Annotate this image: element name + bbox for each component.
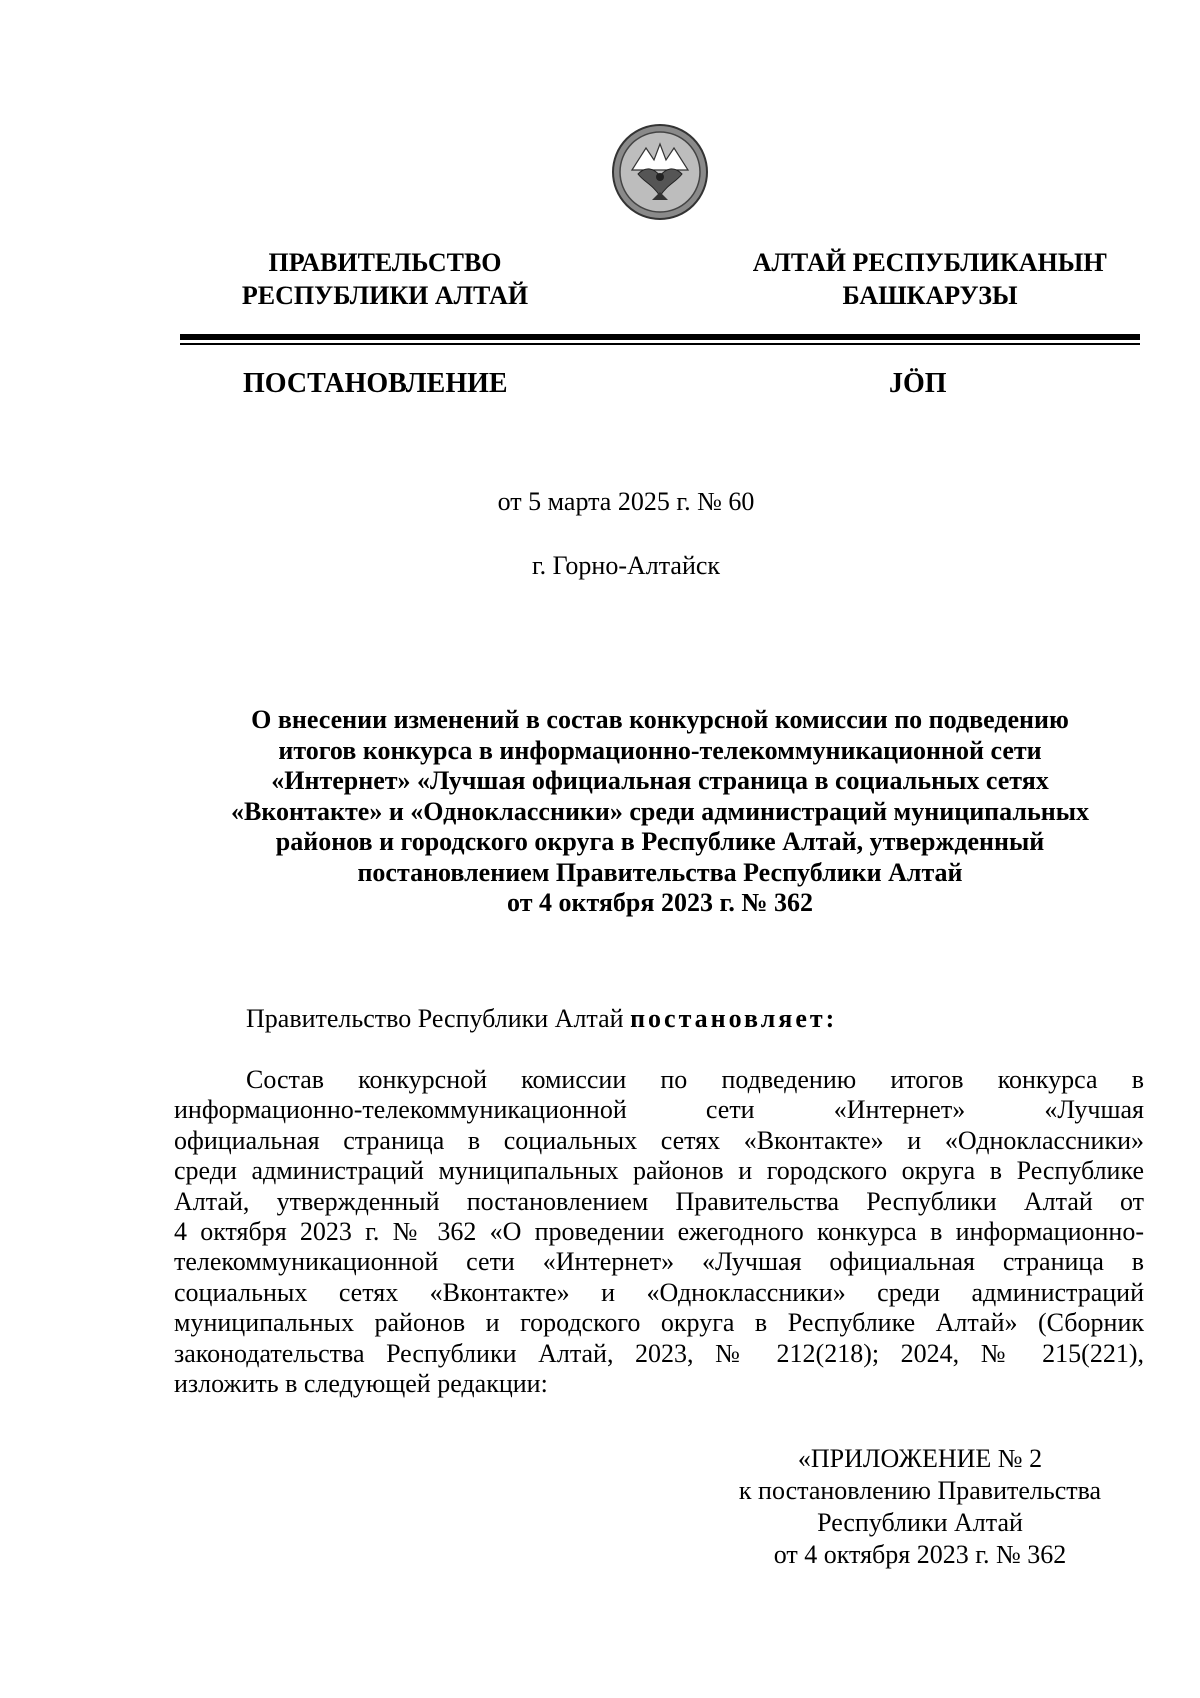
header-divider-thin: [180, 343, 1140, 345]
title-line: постановлением Правительства Республики Алтай: [357, 857, 963, 887]
appendix-header: [700, 1443, 1140, 1571]
body-line: среди администраций муниципальных районов и городского округа в Республике: [174, 1156, 1144, 1186]
appendix-line: Республики Алтай: [817, 1508, 1023, 1537]
appendix-line: «ПРИЛОЖЕНИЕ № 2: [797, 1444, 1043, 1473]
header-left-line1: ПРАВИТЕЛЬСТВО: [268, 248, 502, 277]
title-line: «Интернет» «Лучшая официальная страница в социальных сетях: [271, 766, 1049, 795]
body-line: законодательства Республики Алтай, 2023, № 212(218); 2024, № 215(221),: [174, 1338, 1144, 1368]
title-line: от 4 октября 2023 г. № 362: [507, 888, 813, 917]
header-left: [220, 246, 550, 312]
header-right-line1: АЛТАЙ РЕСПУБЛИКАНЫҤ: [752, 248, 1108, 277]
body-line: официальная страница в социальных сетях «Вконтакте» и «Одноклассники»: [174, 1125, 1144, 1155]
body-line: социальных сетях «Вконтакте» и «Одноклассники» среди администраций: [174, 1277, 1144, 1307]
body-line: муниципальных районов и городского округа в Республике Алтай» (Сборник: [174, 1308, 1144, 1338]
header-divider-thick: [180, 334, 1140, 340]
city-text: г. Горно-Алтайск: [531, 551, 721, 580]
resolution-subject: Правительство Республики Алтай: [246, 1004, 631, 1033]
body-line: информационно-телекоммуникационной сети «Интернет» «Лучшая: [174, 1095, 1144, 1125]
date-line: [0, 486, 1200, 518]
resolution-verb: постановляет:: [630, 1004, 838, 1033]
doc-type-right: JÖП: [889, 368, 947, 399]
body-line: Состав конкурсной комиссии по подведению итогов конкурса в: [246, 1065, 1144, 1094]
body-line: 4 октября 2023 г. № 362 «О проведении ежегодного конкурса в информационно-: [174, 1216, 1144, 1246]
doc-type-left: ПОСТАНОВЛЕНИЕ: [243, 368, 508, 399]
title-line: итогов конкурса в информационно-телекоммуникационной сети: [278, 735, 1042, 765]
city-line: [0, 550, 1200, 582]
resolution-clause: [246, 1003, 837, 1035]
header-right: [720, 246, 1140, 312]
body-line: изложить в следующей редакции:: [174, 1368, 548, 1398]
date-line-text: от 5 марта 2025 г. № 60: [497, 487, 755, 516]
coat-of-arms-icon: [610, 122, 710, 222]
body-line: телекоммуникационной сети «Интернет» «Лучшая официальная страница в: [174, 1247, 1144, 1277]
appendix-line: от 4 октября 2023 г. № 362: [773, 1540, 1067, 1569]
title-line: «Вконтакте» и «Одноклассники» среди администраций муниципальных: [230, 796, 1090, 826]
title-line: О внесении изменений в состав конкурсной комиссии по подведению: [251, 705, 1069, 734]
document-title: [170, 705, 1150, 919]
title-line: районов и городского округа в Республике Алтай, утвержденный: [275, 827, 1045, 856]
appendix-line: к постановлению Правительства: [738, 1476, 1102, 1505]
header-right-line2: БАШКАРУЗЫ: [842, 281, 1018, 310]
header-left-line2: РЕСПУБЛИКИ АЛТАЙ: [241, 281, 529, 310]
body-paragraph: [174, 1065, 1144, 1399]
body-line: Алтай, утвержденный постановлением Правительства Республики Алтай от: [174, 1186, 1144, 1216]
